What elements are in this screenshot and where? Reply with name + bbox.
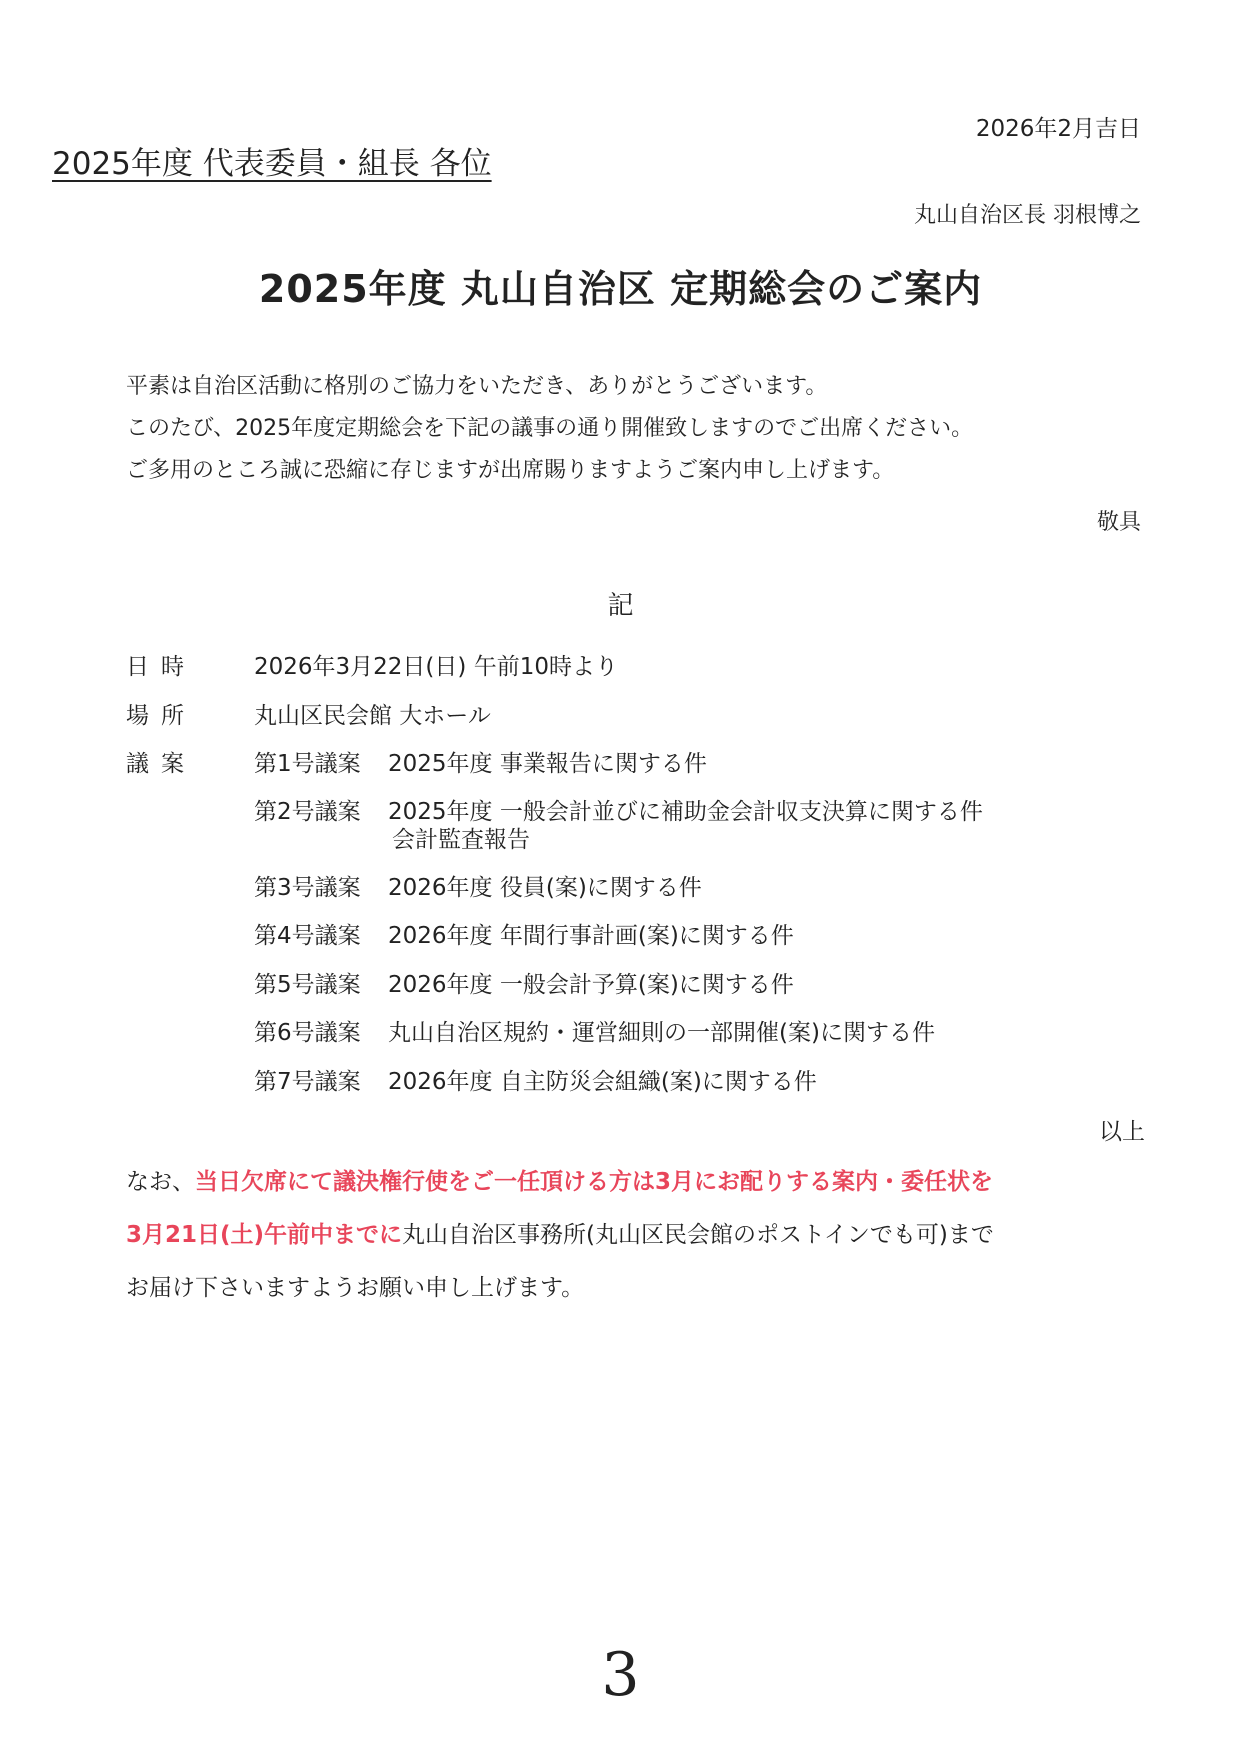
agenda-text: 2025年度 事業報告に関する件 [388, 751, 707, 777]
agenda-number: 第1号議案 [254, 751, 361, 777]
agenda-item [254, 1063, 817, 1096]
agenda-item [254, 917, 794, 950]
datetime-label: 日時 [126, 654, 196, 680]
agenda-number: 第2号議案 [254, 799, 361, 825]
agenda-number: 第4号議案 [254, 923, 361, 949]
closing-keigu: 敬具 [1096, 510, 1141, 535]
sender-line: 丸山自治区長 羽根博之 [914, 203, 1141, 228]
note-line: お届け下さいますようお願い申し上げます。 [126, 1275, 585, 1301]
greeting-line: ご多用のところ誠に恐縮に存じますが出席賜りますようご案内申し上げます。 [126, 458, 895, 483]
datetime-value: 2026年3月22日(日) 午前10時より [254, 654, 618, 680]
agenda-number: 第6号議案 [254, 1020, 361, 1046]
agenda-item [254, 745, 707, 778]
note-deadline: 3月21日(土)午前中までに [126, 1222, 403, 1248]
agenda-label-row [126, 745, 254, 778]
place-label: 場所 [126, 703, 196, 729]
agenda-number: 第3号議案 [254, 875, 361, 901]
page-number: 3 [601, 1640, 640, 1710]
agenda-label: 議案 [126, 751, 196, 777]
datetime-row [126, 648, 618, 681]
note-prefix: なお、 [126, 1169, 195, 1195]
issue-date: 2026年2月吉日 [975, 116, 1141, 142]
agenda-subtext: 会計監査報告 [392, 827, 530, 853]
place-row [126, 697, 491, 730]
agenda-item [254, 869, 702, 902]
note-line [126, 1156, 994, 1209]
greeting-paragraph [126, 366, 973, 492]
agenda-text: 丸山自治区規約・運営細則の一部開催(案)に関する件 [388, 1020, 935, 1046]
agenda-text: 2026年度 年間行事計画(案)に関する件 [388, 923, 794, 949]
note-text: 丸山自治区事務所(丸山区民会館のポストインでも可)まで [402, 1222, 994, 1248]
agenda-text: 2026年度 役員(案)に関する件 [388, 875, 702, 901]
absence-note [126, 1156, 994, 1315]
agenda-text: 2026年度 一般会計予算(案)に関する件 [388, 972, 794, 998]
greeting-line: このたび、2025年度定期総会を下記の議事の通り開催致しますのでご出席ください。 [126, 416, 974, 441]
agenda-number: 第7号議案 [254, 1069, 361, 1095]
place-value: 丸山区民会館 大ホール [254, 703, 491, 729]
greeting-line: 平素は自治区活動に格別のご協力をいただき、ありがとうございます。 [126, 374, 828, 399]
note-line [126, 1209, 994, 1262]
agenda-item [254, 966, 794, 999]
agenda-item [254, 793, 983, 826]
agenda-text: 2025年度 一般会計並びに補助金会計収支決算に関する件 [388, 799, 983, 825]
document-title: 2025年度 丸山自治区 定期総会のご案内 [258, 267, 983, 311]
agenda-number: 第5号議案 [254, 972, 361, 998]
agenda-text: 2026年度 自主防災会組織(案)に関する件 [388, 1069, 817, 1095]
ki-heading: 記 [607, 591, 634, 621]
recipient-line: 2025年度 代表委員・組長 各位 [52, 146, 492, 182]
closing-ijou: 以上 [1099, 1119, 1145, 1145]
note-highlight: 当日欠席にて議決権行使をご一任頂ける方は3月にお配りする案内・委任状を [195, 1169, 994, 1195]
agenda-item [254, 1014, 935, 1047]
